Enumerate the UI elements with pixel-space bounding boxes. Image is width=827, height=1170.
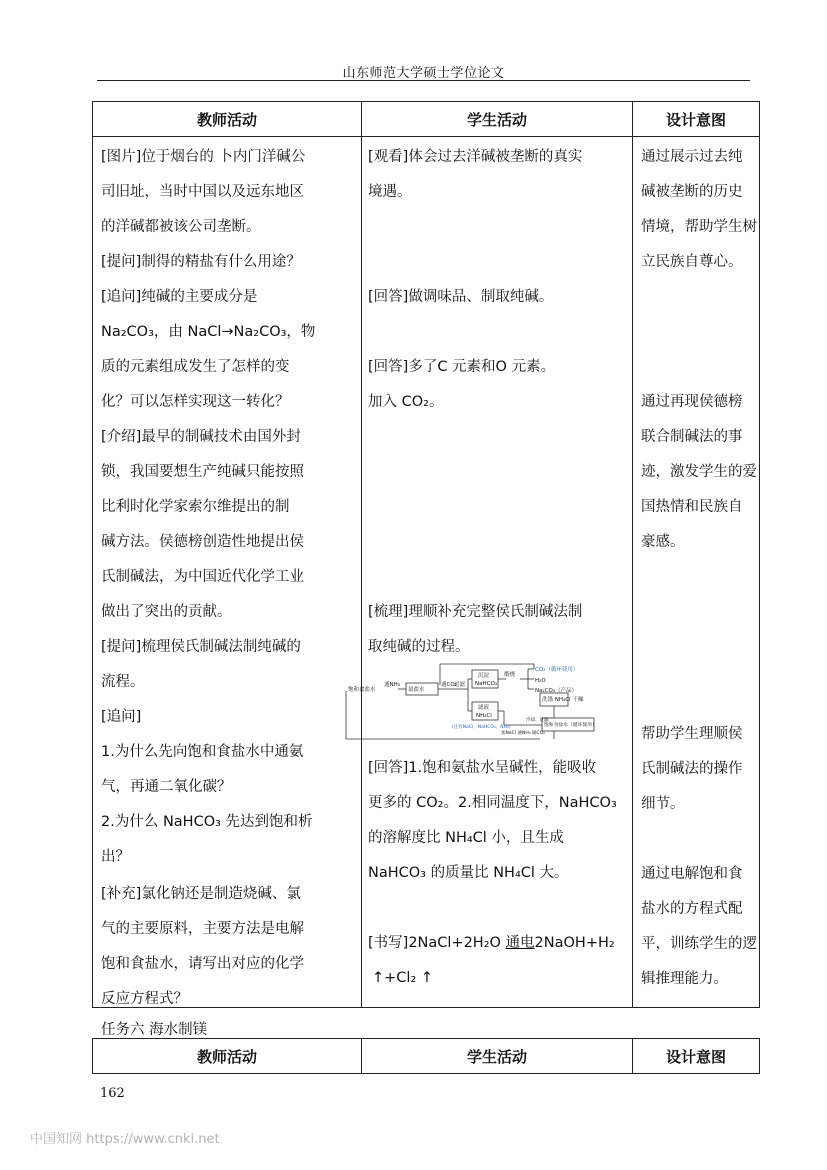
intent-line: 碱被垄断的历史 <box>641 184 743 200</box>
intent-cell <box>633 137 760 1008</box>
table-header-row <box>93 102 760 137</box>
intent-line: 平，训练学生的逻 <box>641 936 757 952</box>
equation-condition: 通电 <box>505 935 535 951</box>
teacher-line: 2.为什么 NaHCO₃ 先达到饱和析 <box>101 814 313 830</box>
flow-nh3: 通NH₃ <box>384 682 400 688</box>
intent-line: 盐水的方程式配 <box>641 901 743 917</box>
intent-line: 细节。 <box>641 796 685 812</box>
flow-add: 加NaCl 通NH₃ 通CO₂ <box>501 731 545 736</box>
intent-line: 豪感。 <box>641 534 685 550</box>
student-line: 更多的 CO₂。2.相同温度下，NaHCO₃ <box>368 795 617 811</box>
lesson-table-2 <box>92 1038 760 1074</box>
intent-line: 立民族自尊心。 <box>641 254 743 270</box>
flow-nh4cl: NH₄Cl <box>476 713 492 719</box>
process-flow-diagram <box>344 655 600 745</box>
teacher-line: 锁，我国要想生产纯碱只能按照 <box>101 464 304 480</box>
task-title: 任务六 海水制镁 <box>101 1022 208 1038</box>
teacher-line: 碱方法。侯德榜创造性地提出侯 <box>101 534 304 550</box>
flow-recycle: 饱和食盐水（循环使用） <box>544 723 597 728</box>
intent-line: 情境，帮助学生树 <box>641 219 757 235</box>
intent-line: 通过电解饱和食 <box>641 866 743 882</box>
flow-ammonia-brine: 氨盐水 <box>408 687 425 693</box>
teacher-line: [图片]位于烟台的 卜内门洋碱公 <box>101 149 306 165</box>
student-line: [观看]体会过去洋碱被垄断的真实 <box>368 149 583 165</box>
student-line: 加入 CO₂。 <box>368 394 444 410</box>
intent-line: 辑推理能力。 <box>641 971 728 987</box>
flow-start: 饱和食盐水 <box>348 687 376 693</box>
flow-filtrate: 滤液 <box>478 705 490 711</box>
student-line: 境遇。 <box>368 184 412 200</box>
flow-co2-out: CO₂（循环使用） <box>535 667 579 673</box>
equation-prefix: [书写]2NaCl+2H₂O <box>368 935 506 951</box>
flow-calcine: 煅烧 <box>504 672 516 678</box>
student-line: [梳理]理顺补充完整侯氏制碱法制 <box>368 604 583 620</box>
page-number: 162 <box>100 1086 125 1101</box>
intent-line: 氏制碱法的操作 <box>641 761 743 777</box>
header-rule <box>97 80 750 81</box>
col-header-intent: 设计意图 <box>633 1039 760 1074</box>
intent-line: 迹，激发学生的爱 <box>641 464 757 480</box>
teacher-cell <box>93 137 362 1008</box>
student-line: [回答]多了C 元素和O 元素。 <box>368 359 556 375</box>
teacher-line: 做出了突出的贡献。 <box>101 604 232 620</box>
flow-solid: 洗涤 NH₄Cl 干燥 <box>542 697 584 703</box>
teacher-line: 1.为什么先向饱和食盐水中通氨 <box>101 744 304 760</box>
teacher-line: 气，再通二氧化碳？ <box>101 779 232 795</box>
student-equation <box>368 926 615 961</box>
student-line: NaHCO₃ 的质量比 NH₄Cl 大。 <box>368 865 569 881</box>
student-cell <box>362 137 633 1008</box>
intent-line: 联合制碱法的事 <box>641 429 743 445</box>
equation-line2: ↑+Cl₂ ↑ <box>372 970 434 986</box>
flow-na2co3: Na₂CO₃（产品） <box>535 688 578 694</box>
teacher-line: 化？可以怎样实现这一转化？ <box>101 394 290 410</box>
intent-line: 通过展示过去纯 <box>641 149 743 165</box>
teacher-line: 气的主要原料，主要方法是电解 <box>101 921 304 937</box>
lesson-table <box>92 101 760 1008</box>
col-header-student: 学生活动 <box>362 1039 633 1074</box>
student-line: 的溶解度比 NH₄Cl 小，且生成 <box>368 830 564 846</box>
col-header-teacher: 教师活动 <box>93 102 362 137</box>
teacher-line: 司旧址，当时中国以及远东地区 <box>101 184 304 200</box>
teacher-line: [追问] <box>101 709 142 725</box>
student-line: [回答]做调味品、制取纯碱。 <box>368 289 554 305</box>
teacher-line: 饱和食盐水，请写出对应的化学 <box>101 956 304 972</box>
teacher-line: [追问]纯碱的主要成分是 <box>101 289 258 305</box>
student-line: 取纯碱的过程。 <box>368 639 470 655</box>
teacher-line: 质的元素组成发生了怎样的变 <box>101 359 290 375</box>
intent-line: 帮助学生理顺侯 <box>641 726 743 742</box>
col-header-teacher: 教师活动 <box>93 1039 362 1074</box>
flow-nahco3: NaHCO₃ <box>475 681 497 687</box>
teacher-line: [补充]氯化钠还是制造烧碱、氯 <box>101 886 301 902</box>
flow-contains: (还有NaCl、NaHCO₃、NH₃) <box>452 725 511 730</box>
equation-suffix: 2NaOH+H₂ <box>534 935 615 951</box>
running-header: 山东师范大学硕士学位论文 <box>342 66 505 81</box>
col-header-student: 学生活动 <box>362 102 633 137</box>
teacher-formula-line: Na₂CO₃，由 NaCl→Na₂CO₃，物 <box>101 324 316 340</box>
table-body-row <box>93 137 760 1008</box>
teacher-line: 比利时化学家索尔维提出的制 <box>101 499 290 515</box>
teacher-line: 出？ <box>101 849 130 865</box>
intent-line: 国热情和民族自 <box>641 499 743 515</box>
flow-cool: 冷却、过滤 <box>526 718 549 723</box>
student-line: [回答]1.饱和氨盐水呈碱性，能吸收 <box>368 760 597 776</box>
teacher-line: 的洋碱都被该公司垄断。 <box>101 219 261 235</box>
teacher-line: 反应方程式？ <box>101 991 188 1007</box>
watermark: 中国知网 https://www.cnki.net <box>30 1132 220 1147</box>
teacher-line: 氏制碱法，为中国近代化学工业 <box>101 569 304 585</box>
teacher-line: 流程。 <box>101 674 145 690</box>
teacher-line: [提问]制得的精盐有什么用途？ <box>101 254 301 270</box>
flow-co2: 通CO₂ <box>441 682 457 688</box>
flow-h2o: H₂O <box>535 678 546 684</box>
flow-filter: 过滤 <box>454 682 466 688</box>
intent-line: 通过再现侯德榜 <box>641 394 743 410</box>
teacher-line: [介绍]最早的制碱技术由国外封 <box>101 429 301 445</box>
table2-header-row <box>93 1039 760 1074</box>
teacher-line: [提问]梳理侯氏制碱法制纯碱的 <box>101 639 301 655</box>
col-header-intent: 设计意图 <box>633 102 760 137</box>
flow-precipitate: 沉淀 <box>478 673 490 679</box>
